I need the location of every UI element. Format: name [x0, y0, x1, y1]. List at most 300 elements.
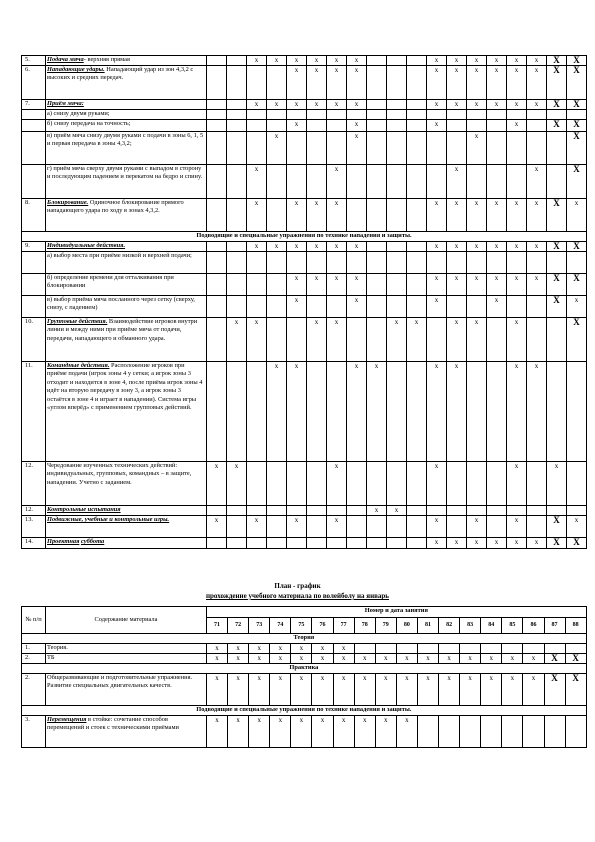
mark-cell — [544, 716, 565, 748]
mark-cell: x — [267, 132, 287, 165]
mark-cell — [407, 362, 427, 462]
section-practice: Практика — [22, 664, 587, 674]
mark-cell — [447, 132, 467, 165]
row-number: 14. — [22, 538, 46, 549]
mark-cell: x — [375, 674, 396, 706]
date-number: 88 — [565, 618, 586, 634]
mark-cell — [547, 165, 567, 199]
mark-cell — [347, 165, 367, 199]
mark-cell — [207, 296, 227, 318]
mark-cell: x — [387, 318, 407, 362]
row-content — [46, 242, 207, 252]
row-number: 6. — [22, 66, 46, 100]
row-content — [46, 66, 207, 100]
mark-cell: X — [547, 100, 567, 110]
row-text: ТБ — [47, 654, 55, 661]
mark-cell — [247, 120, 267, 132]
mark-cell — [427, 165, 447, 199]
row-number — [22, 132, 46, 165]
mark-cell: X — [547, 274, 567, 296]
mark-cell: x — [247, 56, 267, 66]
mark-cell — [387, 66, 407, 100]
row-text: Общеразвивающие и подготовительные упражнения. Развитие специальных двигательных качеств. — [47, 674, 193, 690]
mark-cell: x — [247, 100, 267, 110]
mark-cell — [327, 296, 347, 318]
mark-cell — [247, 362, 267, 462]
mark-cell — [460, 716, 481, 748]
row-number — [22, 274, 46, 296]
mark-cell: x — [312, 654, 333, 664]
mark-cell — [507, 110, 527, 120]
mark-cell: x — [447, 199, 467, 232]
table-row — [22, 242, 587, 252]
mark-cell — [487, 506, 507, 516]
mark-cell — [207, 506, 227, 516]
mark-cell — [407, 120, 427, 132]
date-number: 85 — [502, 618, 523, 634]
mark-cell — [527, 462, 547, 506]
mark-cell — [417, 716, 438, 748]
mark-cell — [327, 506, 347, 516]
mark-cell: x — [467, 242, 487, 252]
mark-cell — [347, 462, 367, 506]
mark-cell — [467, 296, 487, 318]
row-number: 12. — [22, 462, 46, 506]
row-number: 10. — [22, 318, 46, 362]
mark-cell: x — [287, 56, 307, 66]
table-row — [22, 232, 587, 242]
mark-cell — [287, 318, 307, 362]
mark-cell — [547, 110, 567, 120]
mark-cell: x — [307, 100, 327, 110]
mark-cell — [347, 252, 367, 274]
mark-cell: x — [307, 56, 327, 66]
mark-cell — [347, 516, 367, 538]
mark-cell — [207, 318, 227, 362]
mark-cell: x — [527, 56, 547, 66]
mark-cell: x — [447, 318, 467, 362]
mark-cell — [567, 506, 587, 516]
mark-cell — [327, 538, 347, 549]
mark-cell — [207, 132, 227, 165]
mark-cell — [367, 165, 387, 199]
mark-cell: x — [227, 318, 247, 362]
mark-cell — [287, 132, 307, 165]
row-content — [46, 506, 207, 516]
row-text: - верхняя прямая — [83, 56, 130, 63]
mark-cell — [487, 132, 507, 165]
mark-cell — [207, 362, 227, 462]
mark-cell: x — [307, 274, 327, 296]
row-content — [46, 462, 207, 506]
mark-cell — [227, 296, 247, 318]
mark-cell: x — [467, 538, 487, 549]
section-heading: Подводящие и специальные упражнения по технике нападения и защиты. — [22, 232, 587, 242]
mark-cell: x — [287, 66, 307, 100]
row-content — [46, 296, 207, 318]
mark-cell — [227, 274, 247, 296]
mark-cell — [307, 362, 327, 462]
mark-cell: x — [312, 644, 333, 654]
mark-cell — [407, 506, 427, 516]
mark-cell: x — [427, 362, 447, 462]
plan-table-1 — [21, 55, 587, 549]
row-number: 2. — [22, 654, 46, 664]
header-dates: Номер и дата занятия — [207, 607, 587, 618]
mark-cell — [427, 132, 447, 165]
row-content — [46, 120, 207, 132]
row-number — [22, 252, 46, 274]
mark-cell — [247, 110, 267, 120]
mark-cell: x — [507, 120, 527, 132]
mark-cell: X — [544, 674, 565, 706]
mark-cell: x — [487, 242, 507, 252]
mark-cell: x — [207, 674, 228, 706]
row-text: а) снизу двумя руками; — [47, 110, 110, 117]
mark-cell: x — [228, 674, 249, 706]
mark-cell — [439, 644, 460, 654]
mark-cell — [407, 66, 427, 100]
mark-cell — [375, 644, 396, 654]
date-number: 84 — [481, 618, 502, 634]
row-number: 12. — [22, 506, 46, 516]
mark-cell — [267, 66, 287, 100]
mark-cell: X — [547, 242, 567, 252]
mark-cell — [227, 165, 247, 199]
row-text: Чередование изученных технических действий: индивидуальных, групповых, командных – в защите, нападении. Учетно с заданием. — [47, 462, 192, 486]
row-text: Теория. — [47, 644, 68, 651]
row-title: Проектная — [47, 538, 80, 545]
table-row — [22, 318, 587, 362]
row-text: а) выбор места при приёме низкой и верхней подачи; — [47, 252, 192, 259]
mark-cell: x — [307, 66, 327, 100]
mark-cell: x — [207, 462, 227, 506]
mark-cell: x — [527, 274, 547, 296]
mark-cell: x — [567, 516, 587, 538]
mark-cell: x — [507, 274, 527, 296]
mark-cell: x — [523, 654, 544, 664]
mark-cell: x — [291, 654, 312, 664]
date-number: 82 — [439, 618, 460, 634]
mark-cell — [367, 242, 387, 252]
mark-cell: x — [327, 165, 347, 199]
mark-cell — [387, 274, 407, 296]
mark-cell: x — [427, 199, 447, 232]
mark-cell: x — [407, 318, 427, 362]
mark-cell: x — [523, 674, 544, 706]
mark-cell: X — [547, 516, 567, 538]
mark-cell — [307, 252, 327, 274]
mark-cell: x — [291, 674, 312, 706]
mark-cell: x — [427, 516, 447, 538]
mark-cell — [487, 165, 507, 199]
mark-cell — [487, 362, 507, 462]
mark-cell — [207, 110, 227, 120]
mark-cell: x — [467, 274, 487, 296]
mark-cell — [387, 242, 407, 252]
mark-cell — [467, 252, 487, 274]
mark-cell: x — [427, 274, 447, 296]
mark-cell: x — [347, 274, 367, 296]
mark-cell: x — [487, 199, 507, 232]
row-text: б) снизу передача на точность; — [47, 120, 131, 127]
row-title: Приём мяча: — [47, 100, 84, 107]
mark-cell — [367, 120, 387, 132]
mark-cell: x — [333, 644, 354, 654]
mark-cell: X — [567, 120, 587, 132]
table-row — [22, 654, 587, 664]
mark-cell — [507, 132, 527, 165]
row-content — [46, 165, 207, 199]
mark-cell — [567, 252, 587, 274]
table-row — [22, 199, 587, 232]
mark-cell — [547, 362, 567, 462]
mark-cell — [467, 110, 487, 120]
mark-cell: x — [270, 674, 291, 706]
mark-cell: x — [228, 654, 249, 664]
mark-cell: x — [567, 199, 587, 232]
mark-cell: x — [347, 362, 367, 462]
row-content — [46, 674, 207, 706]
mark-cell: x — [427, 538, 447, 549]
mark-cell: x — [427, 66, 447, 100]
mark-cell: x — [270, 716, 291, 748]
mark-cell: x — [249, 644, 270, 654]
mark-cell: x — [291, 716, 312, 748]
mark-cell — [427, 506, 447, 516]
row-content — [46, 56, 207, 66]
mark-cell — [487, 516, 507, 538]
mark-cell — [407, 274, 427, 296]
mark-cell — [407, 516, 427, 538]
mark-cell — [307, 132, 327, 165]
mark-cell — [527, 132, 547, 165]
mark-cell: x — [354, 716, 375, 748]
mark-cell — [227, 100, 247, 110]
mark-cell — [447, 516, 467, 538]
row-text: Одиночное блокирование прямого нападающего удара по ходу в зонах 4,3,2. — [47, 199, 184, 215]
mark-cell — [307, 296, 327, 318]
mark-cell — [227, 252, 247, 274]
mark-cell — [367, 56, 387, 66]
table-row — [22, 274, 587, 296]
row-content — [46, 318, 207, 362]
mark-cell: X — [547, 56, 567, 66]
mark-cell — [367, 252, 387, 274]
mark-cell — [523, 644, 544, 654]
mark-cell: x — [327, 56, 347, 66]
mark-cell — [487, 110, 507, 120]
row-title: Перемещения — [47, 716, 87, 723]
mark-cell: x — [327, 242, 347, 252]
row-number: 1. — [22, 644, 46, 654]
mark-cell — [247, 506, 267, 516]
mark-cell — [567, 110, 587, 120]
mark-cell: x — [249, 674, 270, 706]
mark-cell — [367, 110, 387, 120]
mark-cell: x — [439, 674, 460, 706]
mark-cell — [247, 538, 267, 549]
date-number: 72 — [228, 618, 249, 634]
mark-cell — [427, 318, 447, 362]
row-content — [46, 199, 207, 232]
mark-cell: X — [547, 199, 567, 232]
row-title: Блокирование. — [47, 199, 89, 206]
mark-cell: X — [567, 66, 587, 100]
row-title: Нападающие удары. — [47, 66, 105, 73]
mark-cell — [460, 644, 481, 654]
row-text: Взаимодействие игроков внутри линии и между ними при приёме мяча от подачи, передачи, нападающего и обманного удара. — [47, 318, 198, 342]
mark-cell: x — [387, 506, 407, 516]
header-num: № п/п — [22, 607, 46, 634]
mark-cell: x — [396, 654, 417, 664]
mark-cell: x — [567, 296, 587, 318]
mark-cell — [367, 274, 387, 296]
mark-cell — [387, 110, 407, 120]
mark-cell: x — [487, 66, 507, 100]
table-row — [22, 66, 587, 100]
mark-cell: x — [307, 318, 327, 362]
mark-cell — [507, 252, 527, 274]
mark-cell: x — [375, 654, 396, 664]
mark-cell — [327, 120, 347, 132]
mark-cell: x — [527, 242, 547, 252]
mark-cell — [207, 165, 227, 199]
mark-cell — [327, 132, 347, 165]
mark-cell — [267, 165, 287, 199]
mark-cell: x — [347, 100, 367, 110]
mark-cell: x — [247, 165, 267, 199]
mark-cell — [439, 716, 460, 748]
mark-cell: x — [481, 674, 502, 706]
mark-cell — [367, 100, 387, 110]
mark-cell: x — [507, 318, 527, 362]
mark-cell — [387, 199, 407, 232]
mark-cell — [207, 100, 227, 110]
row-content — [46, 644, 207, 654]
mark-cell — [207, 66, 227, 100]
row-number: 13. — [22, 516, 46, 538]
mark-cell — [287, 506, 307, 516]
mark-cell: x — [439, 654, 460, 664]
mark-cell: x — [487, 538, 507, 549]
mark-cell — [227, 120, 247, 132]
mark-cell: x — [487, 56, 507, 66]
mark-cell: x — [447, 100, 467, 110]
mark-cell — [267, 462, 287, 506]
mark-cell — [481, 716, 502, 748]
mark-cell — [523, 716, 544, 748]
row-text: в стойке: сочетание способов перемещений и стоек с техническими приёмами — [47, 716, 179, 732]
mark-cell: x — [327, 516, 347, 538]
mark-cell — [367, 516, 387, 538]
mark-cell — [565, 644, 586, 654]
mark-cell: x — [527, 199, 547, 232]
mark-cell — [427, 252, 447, 274]
mark-cell: x — [287, 100, 307, 110]
row-title: Подача мяча — [47, 56, 84, 63]
mark-cell — [367, 318, 387, 362]
row-text: г) приём мяча сверху двумя руками с выпадом в сторону и последующим падением и перекатом на бедро и спину. — [47, 165, 203, 181]
mark-cell — [407, 462, 427, 506]
mark-cell: x — [287, 120, 307, 132]
mark-cell: x — [347, 132, 367, 165]
mark-cell: x — [467, 132, 487, 165]
mark-cell — [227, 516, 247, 538]
mark-cell: x — [527, 538, 547, 549]
mark-cell — [227, 242, 247, 252]
mark-cell: x — [467, 66, 487, 100]
mark-cell: x — [447, 165, 467, 199]
mark-cell — [487, 120, 507, 132]
mark-cell — [407, 100, 427, 110]
mark-cell — [347, 110, 367, 120]
row-number: 8. — [22, 199, 46, 232]
mark-cell — [487, 318, 507, 362]
mark-cell: x — [507, 56, 527, 66]
mark-cell — [247, 252, 267, 274]
mark-cell — [467, 165, 487, 199]
mark-cell: x — [354, 674, 375, 706]
mark-cell — [247, 462, 267, 506]
mark-cell: x — [417, 654, 438, 664]
table-row — [22, 516, 587, 538]
mark-cell: x — [307, 242, 327, 252]
mark-cell: x — [287, 516, 307, 538]
row-number: 7. — [22, 100, 46, 110]
plan-table-2 — [21, 606, 587, 748]
mark-cell: x — [487, 296, 507, 318]
mark-cell — [547, 132, 567, 165]
mark-cell: x — [447, 274, 467, 296]
mark-cell: x — [396, 674, 417, 706]
mark-cell: X — [567, 538, 587, 549]
mark-cell: x — [327, 274, 347, 296]
mark-cell: x — [287, 199, 307, 232]
mark-cell: x — [427, 56, 447, 66]
row-content — [46, 100, 207, 110]
mark-cell — [407, 252, 427, 274]
mark-cell — [502, 716, 523, 748]
row-number — [22, 296, 46, 318]
mark-cell: x — [447, 242, 467, 252]
mark-cell: x — [333, 674, 354, 706]
mark-cell: X — [567, 242, 587, 252]
mark-cell — [347, 318, 367, 362]
mark-cell — [527, 120, 547, 132]
mark-cell — [407, 296, 427, 318]
mark-cell: X — [565, 654, 586, 664]
table-row — [22, 132, 587, 165]
mark-cell — [227, 362, 247, 462]
mark-cell — [567, 362, 587, 462]
date-number: 79 — [375, 618, 396, 634]
mark-cell: x — [427, 120, 447, 132]
mark-cell — [267, 252, 287, 274]
table-row — [22, 716, 587, 748]
mark-cell: x — [527, 362, 547, 462]
row-text: в) приём мяча снизу двумя руками с подачи в зоны 6, 1, 5 и первая передача в зоны 4,3,2; — [47, 132, 204, 148]
mark-cell — [387, 165, 407, 199]
mark-cell: x — [447, 362, 467, 462]
mark-cell — [407, 242, 427, 252]
date-number: 74 — [270, 618, 291, 634]
mark-cell — [387, 362, 407, 462]
mark-cell: X — [567, 56, 587, 66]
row-content — [46, 252, 207, 274]
mark-cell — [547, 318, 567, 362]
section-special: Подводящие и специальные упражнения по технике нападения и защиты. — [22, 706, 587, 716]
